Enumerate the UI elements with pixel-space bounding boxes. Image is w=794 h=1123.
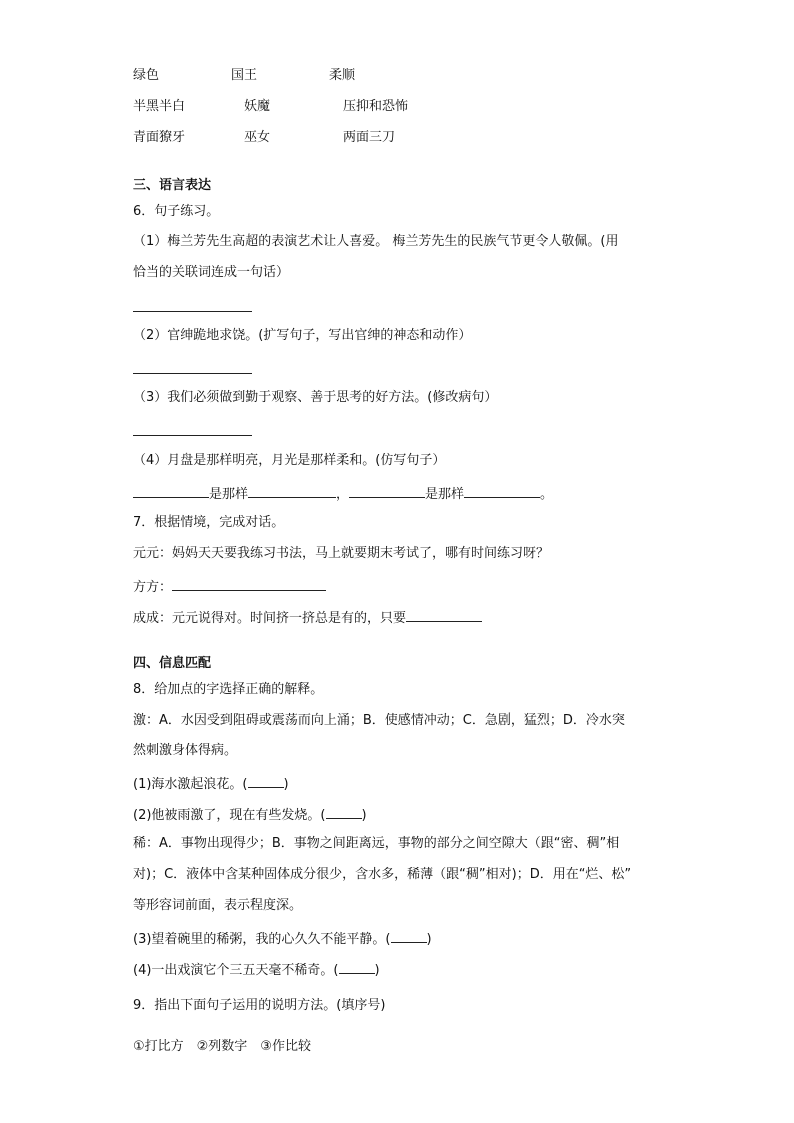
fill-comma: ，: [336, 487, 350, 502]
word-2-3: 压抑和恐怖: [343, 99, 409, 114]
q8-4-text: (4)一出戏演它个三五天毫不稀奇。(: [133, 963, 339, 978]
q7-speaker-fangfang: 方方：: [133, 580, 173, 595]
q9-title: 9．指出下面句子运用的说明方法。(填序号): [133, 998, 386, 1013]
q9-options: ①打比方 ②列数字 ③作比较: [133, 1039, 311, 1054]
blank-7-a[interactable]: [172, 576, 326, 591]
answer-line-6-2[interactable]: [133, 373, 252, 374]
q8-xi-line3: 等形容词前面，表示程度深。: [133, 898, 303, 913]
q8-1-text: (1)海水激起浪花。(: [133, 777, 248, 792]
q8-1: [133, 773, 289, 794]
q8-2: [133, 804, 367, 825]
q6-1-line1: （1）梅兰芳先生高超的表演艺术让人喜爱。 梅兰芳先生的民族气节更令人敬佩。(用: [133, 234, 619, 249]
q8-title: 8．给加点的字选择正确的解释。: [133, 682, 324, 697]
blank-6-4-c[interactable]: [349, 483, 425, 498]
word-1-2: 国王: [231, 68, 258, 83]
close-paren: ): [283, 777, 289, 792]
q8-2-text: (2)他被雨激了，现在有些发烧。(: [133, 808, 326, 823]
fill-text-a: 是那样: [209, 487, 249, 502]
q7-line1: 元元：妈妈天天要我练习书法，马上就要期末考试了，哪有时间练习呀？: [133, 546, 550, 561]
q8-ji-line2: 然刺激身体得病。: [133, 743, 238, 758]
q6-title: 6．句子练习。: [133, 204, 220, 219]
word-1-1: 绿色: [133, 68, 160, 83]
word-3-1: 青面獠牙: [133, 130, 186, 145]
fill-text-b: 是那样: [425, 487, 465, 502]
fill-end: 。: [540, 487, 554, 502]
blank-8-4[interactable]: [339, 959, 375, 974]
q6-1-line2: 恰当的关联词连成一句话）: [133, 265, 290, 280]
blank-8-3[interactable]: [391, 928, 427, 943]
q8-xi-line1: 稀：A．事物出现得少；B．事物之间距离远，事物的部分之间空隙大（跟“密、稠”相: [133, 836, 620, 851]
blank-8-1[interactable]: [248, 773, 284, 788]
q7-line3: [133, 607, 482, 628]
word-2-1: 半黑半白: [133, 99, 186, 114]
q6-2: （2）官绅跪地求饶。(扩写句子，写出官绅的神态和动作）: [133, 328, 472, 343]
word-3-3: 两面三刀: [343, 130, 396, 145]
q6-3: （3）我们必须做到勤于观察、善于思考的好方法。(修改病句）: [133, 390, 498, 405]
blank-6-4-b[interactable]: [248, 483, 336, 498]
word-1-3: 柔顺: [329, 68, 356, 83]
close-paren: ): [361, 808, 367, 823]
q6-4-fill-row: [133, 483, 553, 504]
q8-3-text: (3)望着碗里的稀粥，我的心久久不能平静。(: [133, 932, 391, 947]
q8-3: [133, 928, 432, 949]
blank-8-2[interactable]: [326, 804, 362, 819]
q6-4: （4）月盘是那样明亮，月光是那样柔和。(仿写句子）: [133, 453, 446, 468]
blank-7-b[interactable]: [406, 607, 482, 622]
section-title-4: 四、信息匹配: [133, 656, 212, 671]
q8-4: [133, 959, 380, 980]
q7-title: 7．根据情境，完成对话。: [133, 515, 285, 530]
close-paren: ): [374, 963, 380, 978]
answer-line-6-3[interactable]: [133, 435, 252, 436]
close-paren: ): [426, 932, 432, 947]
word-3-2: 巫女: [244, 130, 271, 145]
q7-speaker-chengcheng: 成成：元元说得对。时间挤一挤总是有的，只要: [133, 611, 407, 626]
blank-6-4-a[interactable]: [133, 483, 209, 498]
section-title-3: 三、语言表达: [133, 178, 212, 193]
q7-line2: [133, 576, 326, 597]
blank-6-4-d[interactable]: [464, 483, 540, 498]
q8-ji-line1: 激：A．水因受到阻碍或震荡而向上涌；B．使感情冲动；C．急剧，猛烈；D．冷水突: [133, 713, 625, 728]
q8-xi-line2: 对)；C．液体中含某种固体成分很少，含水多，稀薄（跟“稠”相对)；D．用在“烂、松”: [133, 867, 632, 882]
word-2-2: 妖魔: [244, 99, 271, 114]
answer-line-6-1[interactable]: [133, 311, 252, 312]
